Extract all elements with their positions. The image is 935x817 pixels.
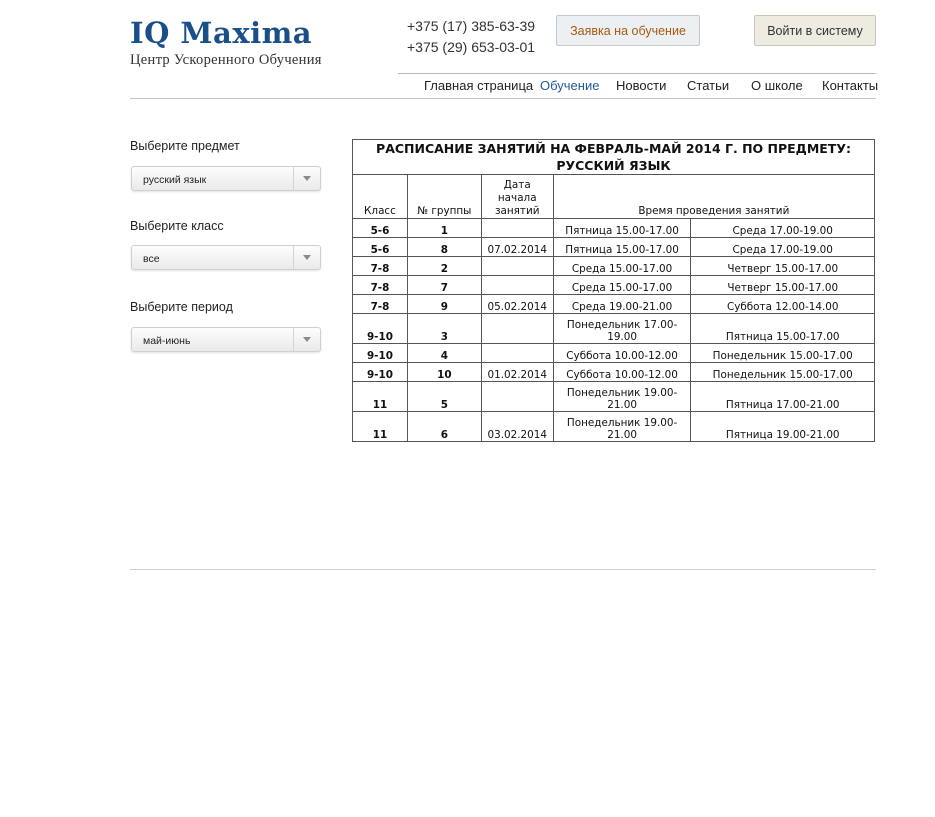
chevron-down-icon xyxy=(303,337,311,342)
chevron-down-icon xyxy=(303,176,311,181)
cell-date xyxy=(481,276,553,295)
cell-date xyxy=(481,219,553,238)
cell-time2: Среда 17.00-19.00 xyxy=(691,238,875,257)
grade-select[interactable] xyxy=(131,245,321,270)
cell-group: 4 xyxy=(407,344,481,363)
site-logo[interactable] xyxy=(130,14,322,69)
col-header-group: № группы xyxy=(407,175,481,219)
cell-group: 6 xyxy=(407,412,481,442)
nav-articles[interactable]: Статьи xyxy=(687,78,730,93)
subject-select[interactable] xyxy=(131,166,321,191)
cell-date: 03.02.2014 xyxy=(481,412,553,442)
cell-group: 5 xyxy=(407,382,481,412)
nav-about[interactable]: О школе xyxy=(751,78,803,93)
nav-education[interactable]: Обучение xyxy=(540,78,600,93)
cell-date xyxy=(481,382,553,412)
col-header-time: Время проведения занятий xyxy=(553,175,874,219)
cell-grade: 7-8 xyxy=(353,257,408,276)
cell-group: 1 xyxy=(407,219,481,238)
cell-date xyxy=(481,314,553,344)
apply-button[interactable]: Заявка на обучение xyxy=(556,15,700,46)
cell-grade: 5-6 xyxy=(353,219,408,238)
cell-time2: Пятница 17.00-21.00 xyxy=(691,382,875,412)
footer-divider xyxy=(130,569,876,570)
cell-time1: Среда 19.00-21.00 xyxy=(553,295,691,314)
cell-time1: Пятница 15.00-17.00 xyxy=(553,219,691,238)
cell-date xyxy=(481,344,553,363)
grade-select-value: все xyxy=(143,253,160,265)
table-row xyxy=(353,257,875,276)
table-row xyxy=(353,295,875,314)
nav-contacts[interactable]: Контакты xyxy=(822,78,879,93)
table-row xyxy=(353,238,875,257)
table-row xyxy=(353,412,875,442)
schedule-table xyxy=(352,139,875,442)
cell-grade: 7-8 xyxy=(353,295,408,314)
cell-group: 3 xyxy=(407,314,481,344)
grade-label: Выберите класс xyxy=(130,219,224,233)
subject-select-value: русский язык xyxy=(143,174,207,186)
cell-grade: 9-10 xyxy=(353,363,408,382)
cell-time1: Понедельник 19.00-21.00 xyxy=(553,412,691,442)
cell-time2: Суббота 12.00-14.00 xyxy=(691,295,875,314)
logo-title: IQ Maxima xyxy=(130,16,313,50)
main-nav xyxy=(398,78,879,96)
cell-grade: 11 xyxy=(353,412,408,442)
logo-subtitle: Центр Ускоренного Обучения xyxy=(130,52,322,68)
cell-grade: 7-8 xyxy=(353,276,408,295)
cell-grade: 9-10 xyxy=(353,314,408,344)
nav-divider xyxy=(398,73,876,74)
period-select[interactable] xyxy=(131,327,321,352)
subject-label: Выберите предмет xyxy=(130,139,240,153)
cell-date: 01.02.2014 xyxy=(481,363,553,382)
grade-select-toggle[interactable] xyxy=(293,246,320,269)
cell-time2: Понедельник 15.00-17.00 xyxy=(691,344,875,363)
col-header-start-date: Дата начала занятий xyxy=(481,175,553,219)
cell-grade: 5-6 xyxy=(353,238,408,257)
cell-date: 05.02.2014 xyxy=(481,295,553,314)
table-row xyxy=(353,314,875,344)
period-select-toggle[interactable] xyxy=(293,328,320,351)
table-row xyxy=(353,219,875,238)
cell-time2: Среда 17.00-19.00 xyxy=(691,219,875,238)
cell-date xyxy=(481,257,553,276)
cell-date: 07.02.2014 xyxy=(481,238,553,257)
cell-time1: Пятница 15.00-17.00 xyxy=(553,238,691,257)
table-row xyxy=(353,276,875,295)
phone-numbers xyxy=(407,16,535,58)
col-header-grade: Класс xyxy=(353,175,408,219)
cell-time1: Понедельник 19.00-21.00 xyxy=(553,382,691,412)
table-row xyxy=(353,344,875,363)
cell-time1: Среда 15.00-17.00 xyxy=(553,276,691,295)
subject-select-toggle[interactable] xyxy=(293,167,320,190)
period-label: Выберите период xyxy=(130,300,233,314)
phone-1: +375 (17) 385-63-39 xyxy=(407,18,536,34)
cell-grade: 9-10 xyxy=(353,344,408,363)
cell-group: 8 xyxy=(407,238,481,257)
nav-news[interactable]: Новости xyxy=(616,78,667,93)
cell-time2: Пятница 15.00-17.00 xyxy=(691,314,875,344)
cell-time1: Суббота 10.00-12.00 xyxy=(553,363,691,382)
cell-time2: Четверг 15.00-17.00 xyxy=(691,276,875,295)
login-button[interactable]: Войти в систему xyxy=(754,15,876,46)
period-select-value: май-июнь xyxy=(143,335,191,347)
cell-time1: Среда 15.00-17.00 xyxy=(553,257,691,276)
cell-group: 2 xyxy=(407,257,481,276)
cell-time1: Суббота 10.00-12.00 xyxy=(553,344,691,363)
cell-group: 7 xyxy=(407,276,481,295)
chevron-down-icon xyxy=(303,255,311,260)
phone-2: +375 (29) 653-03-01 xyxy=(407,39,536,55)
cell-time2: Пятница 19.00-21.00 xyxy=(691,412,875,442)
nav-home[interactable]: Главная страница xyxy=(424,78,534,93)
cell-group: 9 xyxy=(407,295,481,314)
table-row xyxy=(353,363,875,382)
schedule-title: РАСПИСАНИЕ ЗАНЯТИЙ НА ФЕВРАЛЬ-МАЙ 2014 Г. ПО ПРЕДМЕТУ: РУССКИЙ ЯЗЫК xyxy=(353,140,875,175)
cell-grade: 11 xyxy=(353,382,408,412)
table-row xyxy=(353,382,875,412)
cell-time1: Понедельник 17.00-19.00 xyxy=(553,314,691,344)
cell-group: 10 xyxy=(407,363,481,382)
cell-time2: Четверг 15.00-17.00 xyxy=(691,257,875,276)
header-divider xyxy=(130,98,876,99)
cell-time2: Понедельник 15.00-17.00 xyxy=(691,363,875,382)
